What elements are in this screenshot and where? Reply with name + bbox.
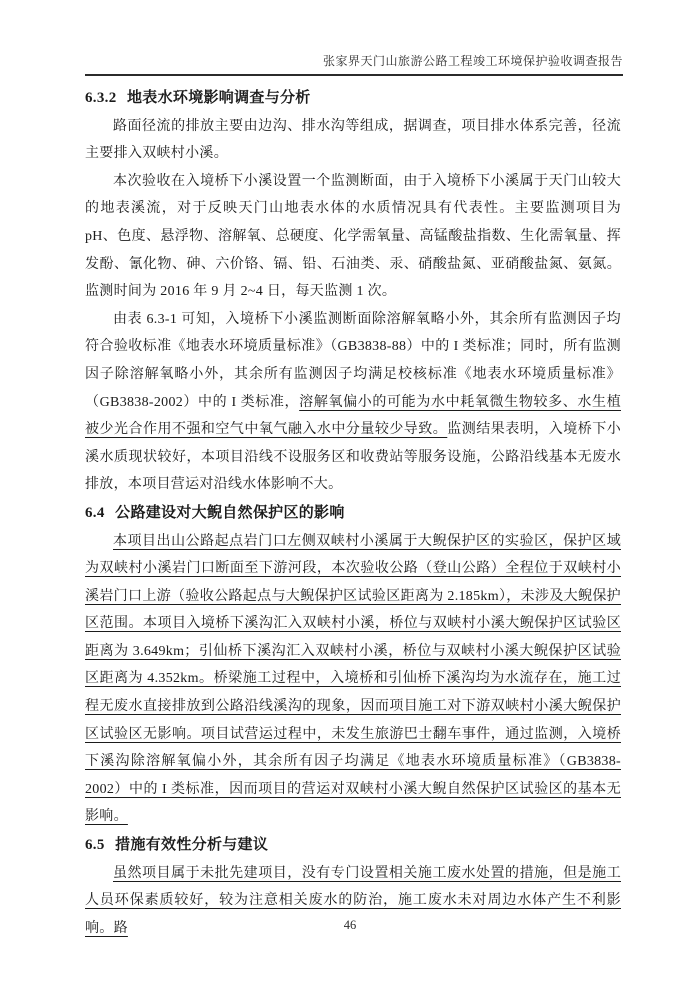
section-heading (85, 831, 621, 860)
underlined-text: 虽然项目属于未批先建项目，没有专门设置相关施工废水处置的措施，但是施工人员环保素质较好，较为注意相关废水的防治，施工废水未对周边水体产生不利影响。路 (85, 865, 621, 936)
page-number: 46 (343, 918, 357, 932)
text-segment: 路面径流的排放主要由边沟、排水沟等组成，据调查，项目排水体系完善，径流主要排入双峡村小溪。 (85, 118, 621, 162)
page-footer (0, 918, 700, 933)
paragraph (85, 168, 621, 306)
paragraph (85, 113, 621, 168)
paragraph (85, 306, 621, 499)
document-content (85, 84, 621, 942)
section-number: 6.5 (85, 837, 105, 854)
section-heading (85, 499, 621, 528)
text-segment: 监测结果表明，入境桥下小溪水质现状较好，本项目沿线不设服务区和收费站等服务设施，公路沿线基本无废水排放，本项目营运对沿线水体影响不大。 (85, 422, 622, 493)
section-title: 地表水环境影响调查与分析 (127, 89, 311, 106)
underlined-text: 溶解氧偏小的可能为水中耗氧微生物较多、水生植被少光合作用不强和空气中氧气融入水中分量较少导致。 (85, 394, 621, 438)
section-title: 措施有效性分析与建议 (115, 836, 269, 854)
text-segment: 由表 6.3-1 可知，入境桥下小溪监测断面除溶解氧略小外，其余所有监测因子均符合验收标准《地表水环境质量标准》（GB3838-88）中的 I 类标准；同时，所有监测因子除溶解氧略小外，其余所有监测因子均满足校核标准《地表水环境质量标准》（GB3838-2002）中的 I 类标准， (85, 311, 621, 410)
page-header (85, 52, 623, 76)
header-title: 张家界天门山旅游公路工程竣工环境保护验收调查报告 (322, 54, 623, 68)
section-number: 6.4 (85, 504, 105, 521)
paragraph (85, 528, 621, 832)
section-title: 公路建设对大鲵自然保护区的影响 (115, 503, 345, 521)
underlined-text: 本项目出山公路起点岩门口左侧双峡村小溪属于大鲵保护区的实验区，保护区域为双峡村小溪岩门口断面至下游河段，本次验收公路（登山公路）全程位于双峡村小溪岩门口上游（验收公路起点与大鲵保护区试验区距离为 2.185km），未涉及大鲵保护区范围。本项目入境桥下溪沟汇入双峡村小溪，桥位与双峡村小溪大鲵保护区试验区距离为 3.649km；引仙桥下溪沟汇入双峡村小溪，桥位与双峡村小溪大鲵保护区试验区距离为 4.352km。桥梁施工过程中，入境桥和引仙桥下溪沟均为水流存在，施工过程无废水直接排放到公路沿线溪沟的现象，因而项目施工对下游双峡村小溪大鲵保护区试验区无影响。项目试营运过程中，未发生旅游巴士翻车事件，通过监测，入境桥下溪沟除溶解氧偏小外，其余所有因子均满足《地表水环境质量标准》（GB3838-2002）中的 I 类标准，因而项目的营运对双峡村小溪大鲵自然保护区试验区的基本无影响。 (85, 533, 621, 825)
section-heading (85, 84, 621, 113)
text-segment: 本次验收在入境桥下小溪设置一个监测断面，由于入境桥下小溪属于天门山较大的地表溪流，对于反映天门山地表水体的水质情况具有代表性。主要监测项目为 pH、色度、悬浮物、溶解氧、总硬度、化学需氧量、高锰酸盐指数、生化需氧量、挥发酚、氰化物、砷、六价铬、镉、铅、石油类、汞、硝酸盐氮、亚硝酸盐氮、氨氮。监测时间为 2016 年 9 月 2~4 日，每天监测 1 次。 (85, 173, 621, 300)
section-number: 6.3.2 (85, 90, 117, 106)
